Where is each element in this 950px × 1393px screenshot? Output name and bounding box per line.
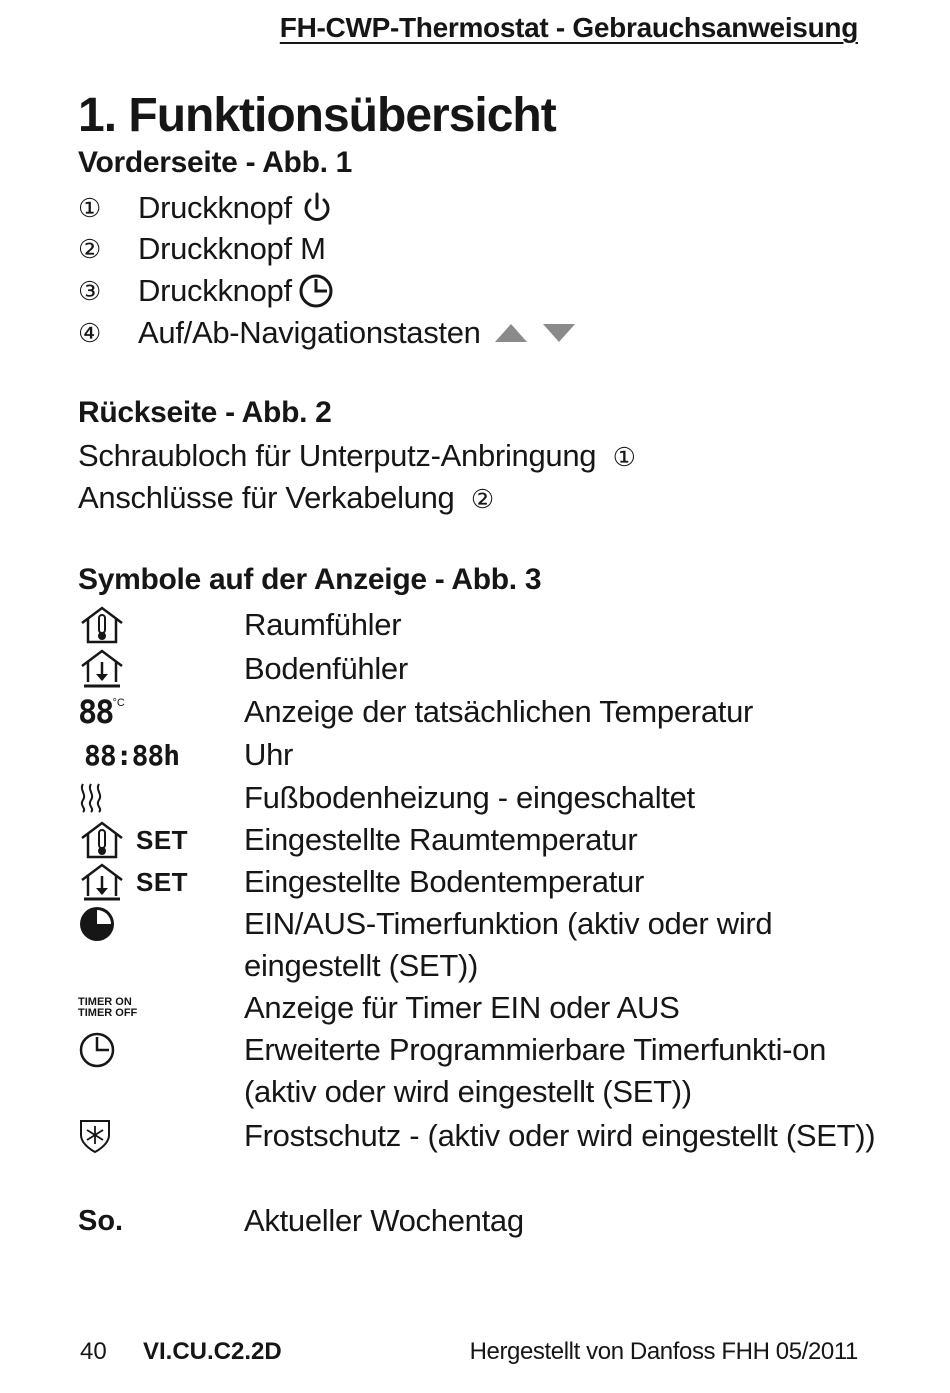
temperature-digits: 88 [78,693,113,731]
power-icon [302,192,332,224]
document-code: VI.CU.C2.2D [143,1338,282,1365]
clock-digits-icon [78,734,238,776]
front-heading: Vorderseite - Abb. 1 [78,146,353,179]
weekday-label [78,1200,238,1242]
item-number: ② [78,233,102,264]
back-heading: Rückseite - Abb. 2 [78,396,332,429]
symbol-description: Fußbodenheizung - eingeschaltet [244,780,695,815]
front-item-2 [78,229,326,269]
symbol-description: Anzeige der tatsächlichen Temperatur [244,694,754,729]
front-item-3 [78,271,334,311]
house-room-sensor-icon [78,604,238,646]
symbol-description: Bodenfühler [244,651,408,686]
item-label: Druckknopf M [138,231,326,266]
weekday-abbrev: So. [78,1204,124,1237]
back-line-number: ① [612,442,636,472]
item-number: ④ [78,317,102,348]
temperature-unit: °C [112,697,125,709]
symbol-description: Uhr [244,737,294,772]
symbol-description: Aktueller Wochentag [244,1203,524,1238]
clock-outline-icon [78,1029,238,1071]
down-arrow-icon [541,322,577,344]
back-line-number: ② [470,484,494,514]
symbol-description: Erweiterte Programmierbare Timerfunkti-on (aktiv oder wird eingestellt (SET)) [244,1032,827,1109]
symbol-description: Eingestellte Raumtemperatur [244,822,638,857]
item-label: Druckknopf [138,190,292,225]
heating-waves-icon [78,777,238,819]
up-arrow-icon [493,322,529,344]
symbol-description: Anzeige für Timer EIN oder AUS [244,990,680,1025]
house-room-set-icon [78,819,238,861]
temperature-digits-icon [78,691,238,733]
set-badge: SET [136,824,189,855]
clock-icon [298,273,334,309]
clock-digits: 88:88h [84,738,180,772]
symbols-heading: Symbole auf der Anzeige - Abb. 3 [78,563,542,596]
symbol-description: Frostschutz - (aktiv oder wird eingestellt (SET)) [244,1118,876,1153]
front-item-1 [78,188,332,228]
back-line-1 [78,438,636,474]
page-number: 40 [80,1338,107,1365]
item-number: ③ [78,275,102,306]
timer-on-off-label-icon [78,987,238,1029]
item-number: ① [78,192,102,223]
frost-shield-icon [78,1115,238,1157]
front-item-4 [78,313,577,353]
timer-on-label: TIMER ON [78,996,132,1008]
timer-filled-icon [78,903,238,945]
item-label: Auf/Ab-Navigationstasten [138,315,481,350]
set-badge: SET [136,866,189,897]
running-header: FH-CWP-Thermostat - Gebrauchsanweisung [279,12,858,43]
back-line-2 [78,480,494,516]
house-floor-set-icon [78,861,238,903]
back-line-text: Anschlüsse für Verkabelung [78,480,455,515]
section-title: 1. Funktionsübersicht [78,89,556,142]
timer-off-label: TIMER OFF [78,1007,138,1019]
house-floor-sensor-icon [78,648,238,690]
symbol-description: Eingestellte Bodentemperatur [244,864,645,899]
symbol-description: EIN/AUS-Timerfunktion (aktiv oder wird eingestellt (SET)) [244,906,773,983]
item-label: Druckknopf [138,273,292,308]
symbol-description: Raumfühler [244,607,402,642]
manufacturer-note: Hergestellt von Danfoss FHH 05/2011 [469,1338,858,1365]
back-line-text: Schraubloch für Unterputz-Anbringung [78,438,597,473]
